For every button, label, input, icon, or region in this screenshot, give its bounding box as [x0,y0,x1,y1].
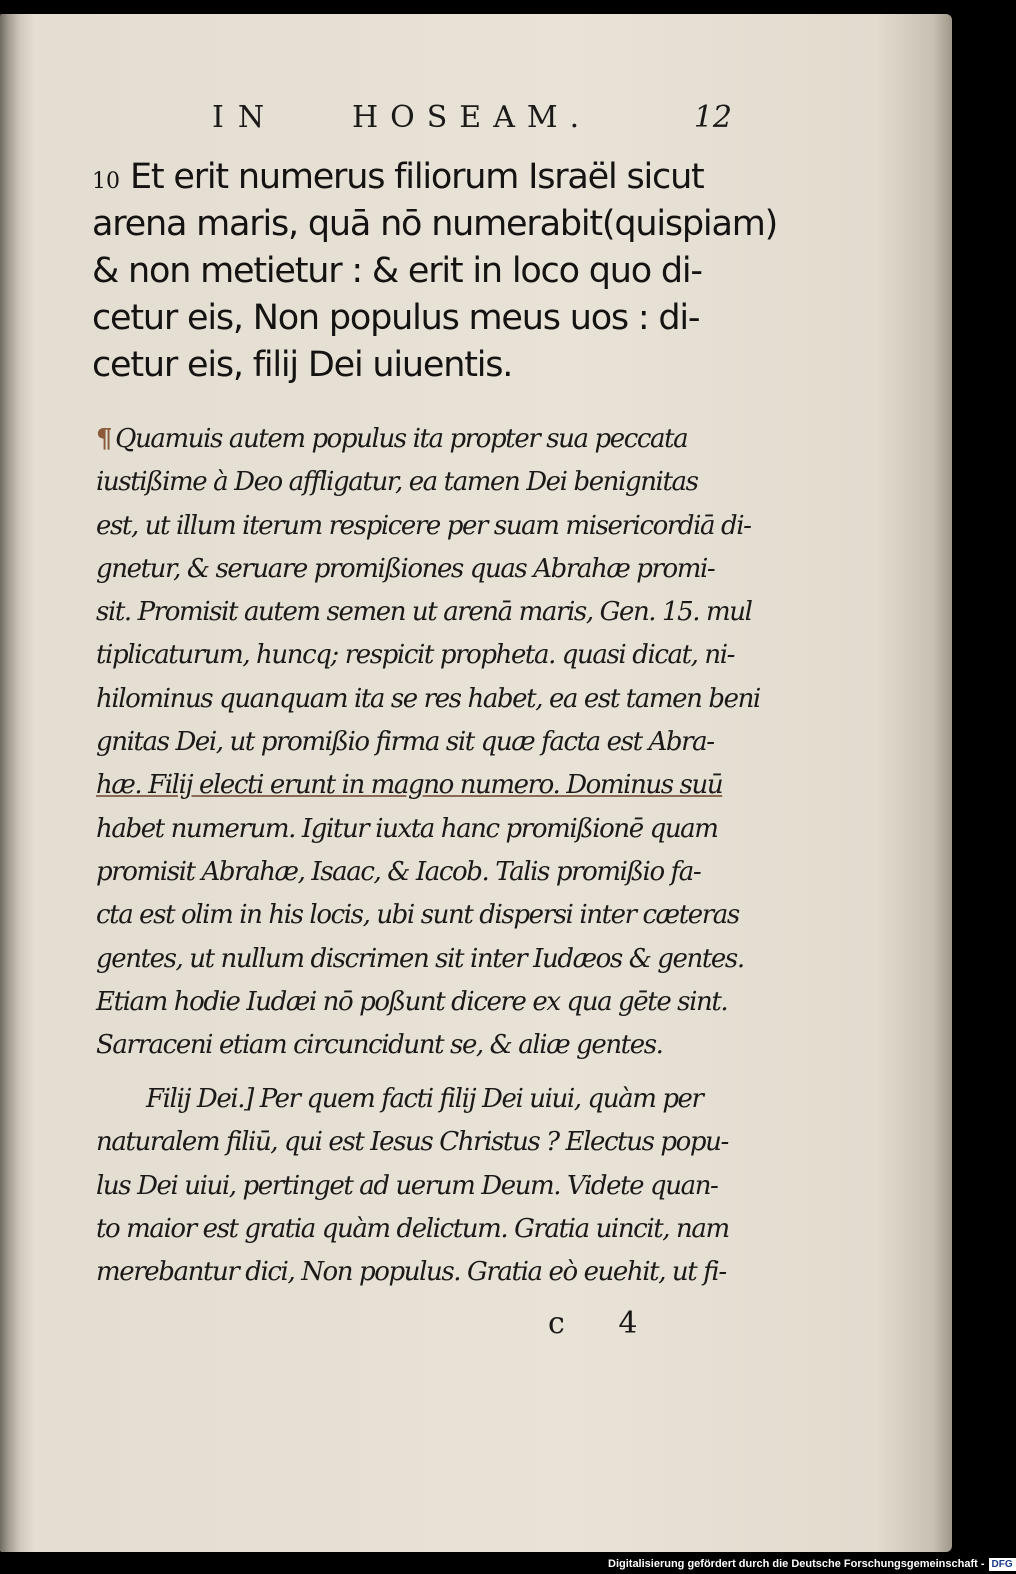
commentary-line: gnetur, & seruare promißiones quas Abrahæ promi- [96,553,715,584]
commentary-line: est, ut illum iterum respicere per suam misericordiā di- [96,510,751,541]
book-page [0,14,952,1552]
commentary-line: gnitas Dei, ut promißio firma sit quæ facta est Abra- [96,727,714,758]
signature-mark: c 4 [548,1306,660,1341]
verse-line: & non metietur : & erit in loco quo di- [92,251,702,291]
dfg-logo-icon: DFG [989,1558,1016,1571]
commentary-line: tiplicaturum, huncq; respicit propheta. quasi dicat, ni- [96,640,735,671]
commentary-line: Sarraceni etiam circuncidunt se, & aliæ gentes. [96,1030,663,1061]
credit-text: Digitalisierung gefördert durch die Deutsche Forschungsgemeinschaft - [608,1558,985,1570]
verse-line: cetur eis, Non populus meus uos : di- [92,298,700,338]
commentary-line: gentes, ut nullum discrimen sit inter Iudæos & gentes. [96,943,744,974]
commentary-line: Etiam hodie Iudæi nō poßunt dicere ex qua gēte sint. [96,986,728,1017]
verse-line: cetur eis, filij Dei uiuentis. [92,345,513,385]
running-head-left: IN [212,100,279,135]
folio-number: 12 [693,100,732,135]
commentary-paragraph-2 [96,1078,736,1294]
commentary-line-underlined: hæ. Filij electi erunt in magno numero. Dominus suū [96,770,723,801]
commentary-line: promisit Abrahæ, Isaac, & Iacob. Talis promißio fa- [96,856,701,887]
commentary-line: sit. Promisit autem semen ut arenā maris, Gen. 15. mul [96,597,752,628]
commentary-line: lus Dei uiui, pertinget ad uerum Deum. Videte quan- [96,1170,718,1201]
commentary-line: iustißime à Deo affligatur, ea tamen Dei benignitas [96,467,698,498]
commentary-line: habet numerum. Igitur iuxta hanc promißionē quam [96,813,718,844]
commentary-line: to maior est gratia quàm delictum. Gratia uincit, nam [96,1213,729,1244]
commentary-line: Filij Dei.] Per quem facti filij Dei uiui, quàm per [146,1084,703,1114]
verse-text [92,154,778,389]
commentary-line: merebantur dici, Non populus. Gratia eò euehit, ut fi- [96,1257,726,1288]
verse-line: 10 Et erit numerus filiorum Israël sicut [92,157,704,197]
commentary-line: naturalem filiū, qui est Iesus Christus ? Electus popu- [96,1127,728,1158]
digitization-credit [608,1556,1016,1572]
running-head-title: HOSEAM. [352,100,592,135]
commentary-line: ¶ Quamuis autem populus ita propter sua peccata [96,424,688,454]
commentary-line: cta est olim in his locis, ubi sunt dispersi inter cæteras [96,900,739,931]
commentary-paragraph [96,418,760,1067]
running-head [212,100,732,140]
commentary-line: hilominus quanquam ita se res habet, ea est tamen beni [96,683,760,714]
verse-line: arena maris, quā nō numerabit(quispiam) [92,204,778,244]
verse-number: 10 [92,169,120,194]
pilcrow-mark: ¶ [96,424,112,454]
